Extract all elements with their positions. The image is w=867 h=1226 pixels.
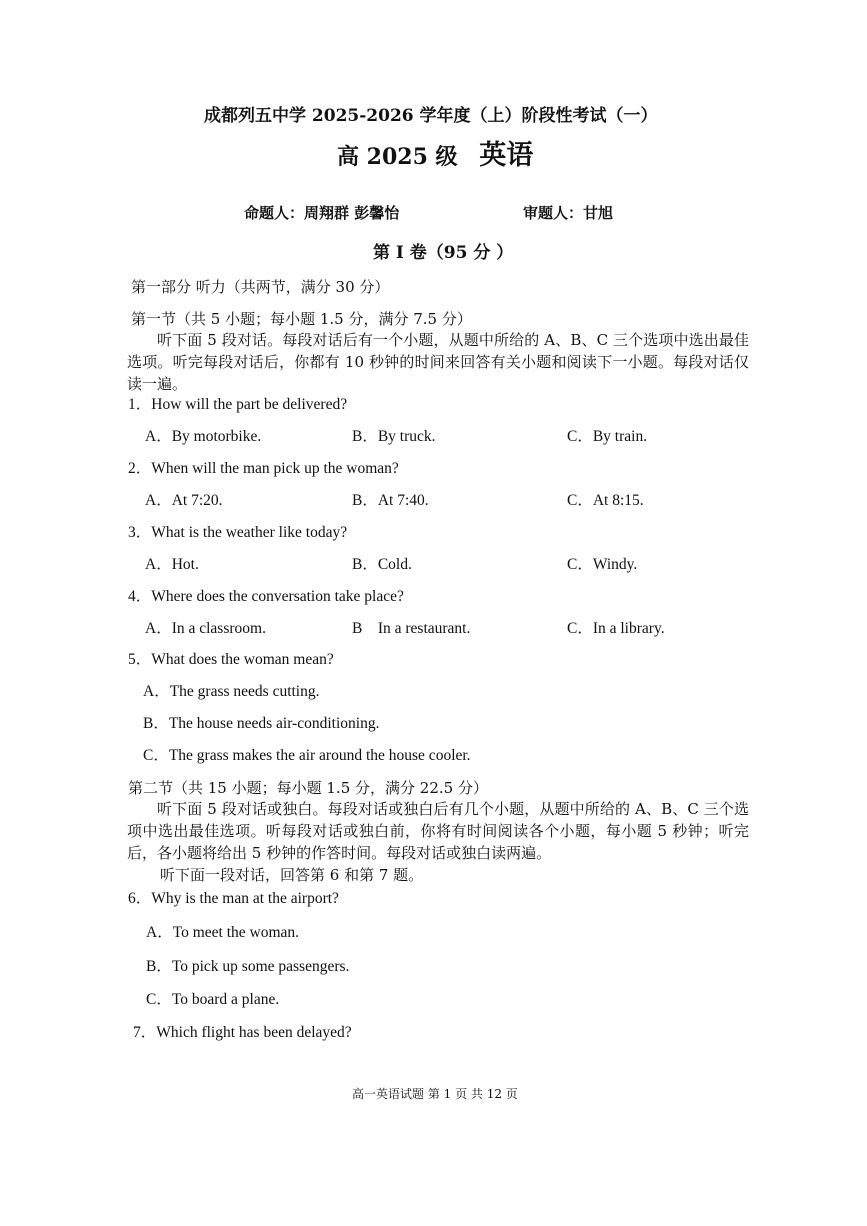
question-text: Where does the conversation take place? (151, 588, 404, 605)
exam-subtitle (337, 140, 534, 171)
question-2 (128, 459, 399, 479)
question-number: 7． (133, 1024, 157, 1041)
section2-heading: 第二节（共 15 小题；每小题 1.5 分，满分 22.5 分） (128, 779, 488, 797)
question-text: Which flight has been delayed? (156, 1024, 352, 1041)
page-footer: 高一英语试题 第 1 页 共 12 页 (352, 1087, 518, 1101)
question-text: Why is the man at the airport? (151, 890, 339, 907)
question-text: How will the part be delivered? (151, 396, 348, 413)
section2-note: 听下面一段对话，回答第 6 和第 7 题。 (160, 866, 424, 884)
question-3 (128, 523, 347, 543)
q2-option-b: B．At 7:40. (352, 492, 429, 509)
subject-label: 英语 (479, 140, 534, 171)
q3-option-c: C．Windy. (567, 556, 638, 573)
question-number: 3． (128, 524, 152, 541)
question-number: 1． (128, 396, 152, 413)
q2-option-c: C．At 8:15. (567, 492, 644, 509)
q2-option-a: A．At 7:20. (145, 492, 223, 509)
question-6 (128, 889, 339, 909)
question-number: 6． (128, 890, 152, 907)
section1-heading: 第一节（共 5 小题；每小题 1.5 分，满分 7.5 分） (131, 310, 472, 328)
q3-option-b: B．Cold. (352, 556, 412, 573)
question-number: 5． (128, 651, 152, 668)
question-1 (128, 395, 347, 415)
q6-option-c: C．To board a plane. (146, 991, 280, 1008)
q4-option-a: A．In a classroom. (145, 620, 266, 637)
grade-label: 高 2025 级 (337, 144, 458, 170)
volume-heading: 第 I 卷（95 分 ） (373, 243, 514, 263)
q4-option-c: C．In a library. (567, 620, 665, 637)
question-text: When will the man pick up the woman? (151, 460, 399, 477)
exam-title: 成都列五中学 2025-2026 学年度（上）阶段性考试（一） (204, 106, 658, 126)
q1-option-b: B．By truck. (352, 428, 436, 445)
q4-option-b: B In a restaurant. (352, 620, 471, 637)
question-text: What does the woman mean? (151, 651, 334, 668)
question-number: 4． (128, 588, 152, 605)
q6-option-a: A．To meet the woman. (146, 924, 300, 941)
reviewer-line: 审题人：甘旭 (523, 204, 614, 222)
section2-instructions: 听下面 5 段对话或独白。每段对话或独白后有几个小题，从题中所给的 A、B、C 三个选项中选出最佳选项。听每段对话或独白前，你将有时间阅读各个小题，每小题 5 秒钟；听完后，各小题将给出 5 秒钟的作答时间。每段对话或独白读两遍。 (127, 800, 749, 862)
author-line: 命题人：周翔群 彭馨怡 (244, 204, 400, 222)
question-4 (128, 587, 404, 607)
section1-instructions: 听下面 5 段对话。每段对话后有一个小题，从题中所给的 A、B、C 三个选项中选出最佳选项。听完每段对话后，你都有 10 秒钟的时间来回答有关小题和阅读下一小题。每段对话仅读一遍。 (127, 331, 749, 393)
q3-option-a: A．Hot. (145, 556, 199, 573)
q5-option-a: A．The grass needs cutting. (143, 683, 320, 700)
q1-option-c: C．By train. (567, 428, 648, 445)
q1-option-a: A．By motorbike. (145, 428, 262, 445)
q5-option-b: B．The house needs air-conditioning. (143, 715, 380, 732)
q6-option-b: B．To pick up some passengers. (146, 958, 350, 975)
question-5 (128, 650, 334, 670)
part1-heading: 第一部分 听力（共两节，满分 30 分） (131, 278, 390, 296)
question-text: What is the weather like today? (151, 524, 348, 541)
question-number: 2． (128, 460, 152, 477)
question-7 (133, 1023, 352, 1043)
q5-option-c: C．The grass makes the air around the house cooler. (143, 747, 471, 764)
